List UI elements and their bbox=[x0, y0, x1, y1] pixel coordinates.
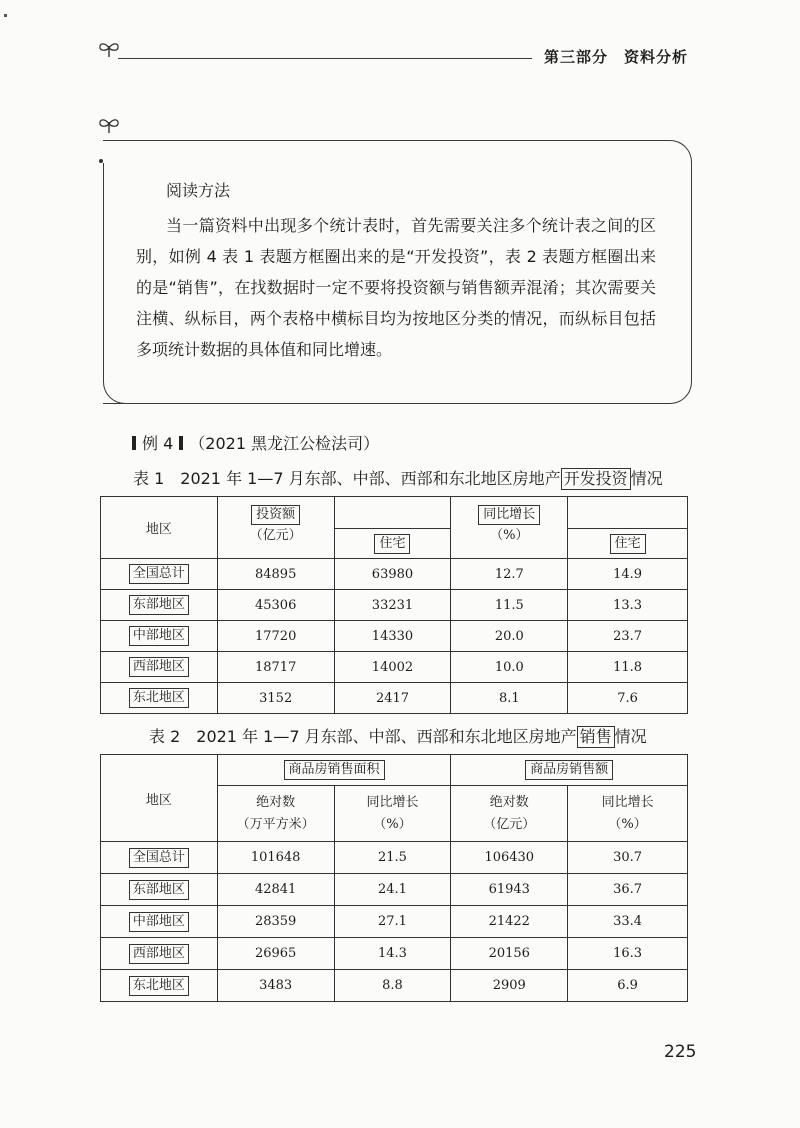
investment-cell: 17720 bbox=[217, 621, 334, 652]
area-cell: 101648 bbox=[217, 842, 334, 874]
table-row bbox=[101, 683, 688, 714]
table2-header-area-absolute: 绝对数 （万平方米） bbox=[217, 786, 334, 842]
table1-caption-boxed: 开发投资 bbox=[561, 468, 631, 490]
amount-growth-cell: 6.9 bbox=[568, 970, 688, 1002]
table1-caption-suffix: 情况 bbox=[630, 469, 663, 488]
growth-cell: 11.5 bbox=[451, 590, 568, 621]
area-cell: 42841 bbox=[217, 874, 334, 906]
table1-header-residential: 住宅 bbox=[334, 529, 451, 559]
table2-caption-prefix: 表 2 2021 年 1—7 月东部、中部、西部和东北地区房地产 bbox=[149, 727, 577, 746]
table1-header-growth-residential: 住宅 bbox=[568, 529, 688, 559]
growth-residential-cell: 23.7 bbox=[568, 621, 688, 652]
table-row bbox=[101, 874, 688, 906]
growth-cell: 10.0 bbox=[451, 652, 568, 683]
table2-header-amount: 商品房销售额 bbox=[451, 755, 688, 786]
amount-cell: 106430 bbox=[451, 842, 568, 874]
table1-header-investment: 投资额 （亿元） bbox=[217, 497, 334, 559]
bracket-mark bbox=[179, 436, 183, 450]
reading-method-box-edge bbox=[103, 163, 126, 404]
residential-cell: 33231 bbox=[334, 590, 451, 621]
reading-method-title: 阅读方法 bbox=[166, 181, 231, 200]
region-cell: 西部地区 bbox=[101, 652, 218, 683]
amount-cell: 21422 bbox=[451, 906, 568, 938]
sprout-icon bbox=[98, 116, 120, 134]
table2-header-region: 地区 bbox=[101, 755, 218, 842]
table-row bbox=[101, 970, 688, 1002]
area-growth-cell: 27.1 bbox=[334, 906, 451, 938]
region-cell: 全国总计 bbox=[101, 842, 218, 874]
amount-cell: 61943 bbox=[451, 874, 568, 906]
region-cell: 西部地区 bbox=[101, 938, 218, 970]
amount-cell: 2909 bbox=[451, 970, 568, 1002]
table-row bbox=[101, 906, 688, 938]
amount-growth-cell: 36.7 bbox=[568, 874, 688, 906]
scan-speck bbox=[4, 14, 7, 17]
region-cell: 东部地区 bbox=[101, 874, 218, 906]
page-number: 225 bbox=[664, 1042, 697, 1062]
table-row bbox=[101, 842, 688, 874]
area-growth-cell: 8.8 bbox=[334, 970, 451, 1002]
area-growth-cell: 14.3 bbox=[334, 938, 451, 970]
region-cell: 东部地区 bbox=[101, 590, 218, 621]
table2-caption bbox=[149, 724, 647, 748]
investment-cell: 3152 bbox=[217, 683, 334, 714]
example-source: （2021 黑龙江公检法司） bbox=[189, 434, 380, 453]
reading-method-paragraph: 当一篇资料中出现多个统计表时，首先需要关注多个统计表之间的区别，如例 4 表 1 表题方框圈出来的是“开发投资”，表 2 表题方框圈出来的是“销售”，在找数据时一定不要将投资额与销售额弄混淆；其次需要关注横、纵标目，两个表格中横标目均为按地区分类的情况，而纵标目包括多项统计数据的具体值和同比增速。 bbox=[136, 216, 656, 359]
area-cell: 28359 bbox=[217, 906, 334, 938]
header-rule bbox=[118, 58, 532, 59]
growth-cell: 12.7 bbox=[451, 559, 568, 590]
amount-growth-cell: 16.3 bbox=[568, 938, 688, 970]
growth-residential-cell: 13.3 bbox=[568, 590, 688, 621]
amount-cell: 20156 bbox=[451, 938, 568, 970]
region-cell: 东北地区 bbox=[101, 683, 218, 714]
growth-residential-cell: 11.8 bbox=[568, 652, 688, 683]
growth-cell: 20.0 bbox=[451, 621, 568, 652]
table-row bbox=[101, 559, 688, 590]
area-cell: 26965 bbox=[217, 938, 334, 970]
table-row bbox=[101, 938, 688, 970]
investment-cell: 45306 bbox=[217, 590, 334, 621]
table-row bbox=[101, 590, 688, 621]
amount-growth-cell: 33.4 bbox=[568, 906, 688, 938]
box-dot bbox=[99, 159, 103, 163]
growth-residential-cell: 14.9 bbox=[568, 559, 688, 590]
growth-residential-cell: 7.6 bbox=[568, 683, 688, 714]
table1-header-region: 地区 bbox=[101, 497, 218, 559]
example-number: 例 4 bbox=[142, 434, 174, 453]
investment-cell: 18717 bbox=[217, 652, 334, 683]
area-cell: 3483 bbox=[217, 970, 334, 1002]
sprout-icon bbox=[98, 40, 120, 58]
table2-header-amount-absolute: 绝对数 （亿元） bbox=[451, 786, 568, 842]
example-label bbox=[132, 431, 379, 454]
growth-cell: 8.1 bbox=[451, 683, 568, 714]
table1-header-growth: 同比增长 （%） bbox=[451, 497, 568, 559]
residential-cell: 14002 bbox=[334, 652, 451, 683]
section-title: 第三部分 资料分析 bbox=[544, 48, 689, 66]
table2-caption-boxed: 销售 bbox=[577, 726, 615, 748]
table-row bbox=[101, 621, 688, 652]
table2-header-amount-growth: 同比增长 （%） bbox=[568, 786, 688, 842]
area-growth-cell: 21.5 bbox=[334, 842, 451, 874]
bracket-mark bbox=[132, 436, 136, 450]
residential-cell: 14330 bbox=[334, 621, 451, 652]
area-growth-cell: 24.1 bbox=[334, 874, 451, 906]
table2-caption-suffix: 情况 bbox=[614, 727, 647, 746]
table2-header-area: 商品房销售面积 bbox=[217, 755, 451, 786]
table1-header-blank bbox=[568, 497, 688, 529]
region-cell: 中部地区 bbox=[101, 621, 218, 652]
residential-cell: 63980 bbox=[334, 559, 451, 590]
residential-cell: 2417 bbox=[334, 683, 451, 714]
table1-header-blank bbox=[334, 497, 451, 529]
region-cell: 全国总计 bbox=[101, 559, 218, 590]
region-cell: 中部地区 bbox=[101, 906, 218, 938]
investment-cell: 84895 bbox=[217, 559, 334, 590]
table1-caption bbox=[133, 466, 663, 490]
table2 bbox=[100, 754, 688, 1002]
table1-caption-prefix: 表 1 2021 年 1—7 月东部、中部、西部和东北地区房地产 bbox=[133, 469, 561, 488]
amount-growth-cell: 30.7 bbox=[568, 842, 688, 874]
table-row bbox=[101, 652, 688, 683]
table2-header-area-growth: 同比增长 （%） bbox=[334, 786, 451, 842]
region-cell: 东北地区 bbox=[101, 970, 218, 1002]
table1 bbox=[100, 496, 688, 714]
